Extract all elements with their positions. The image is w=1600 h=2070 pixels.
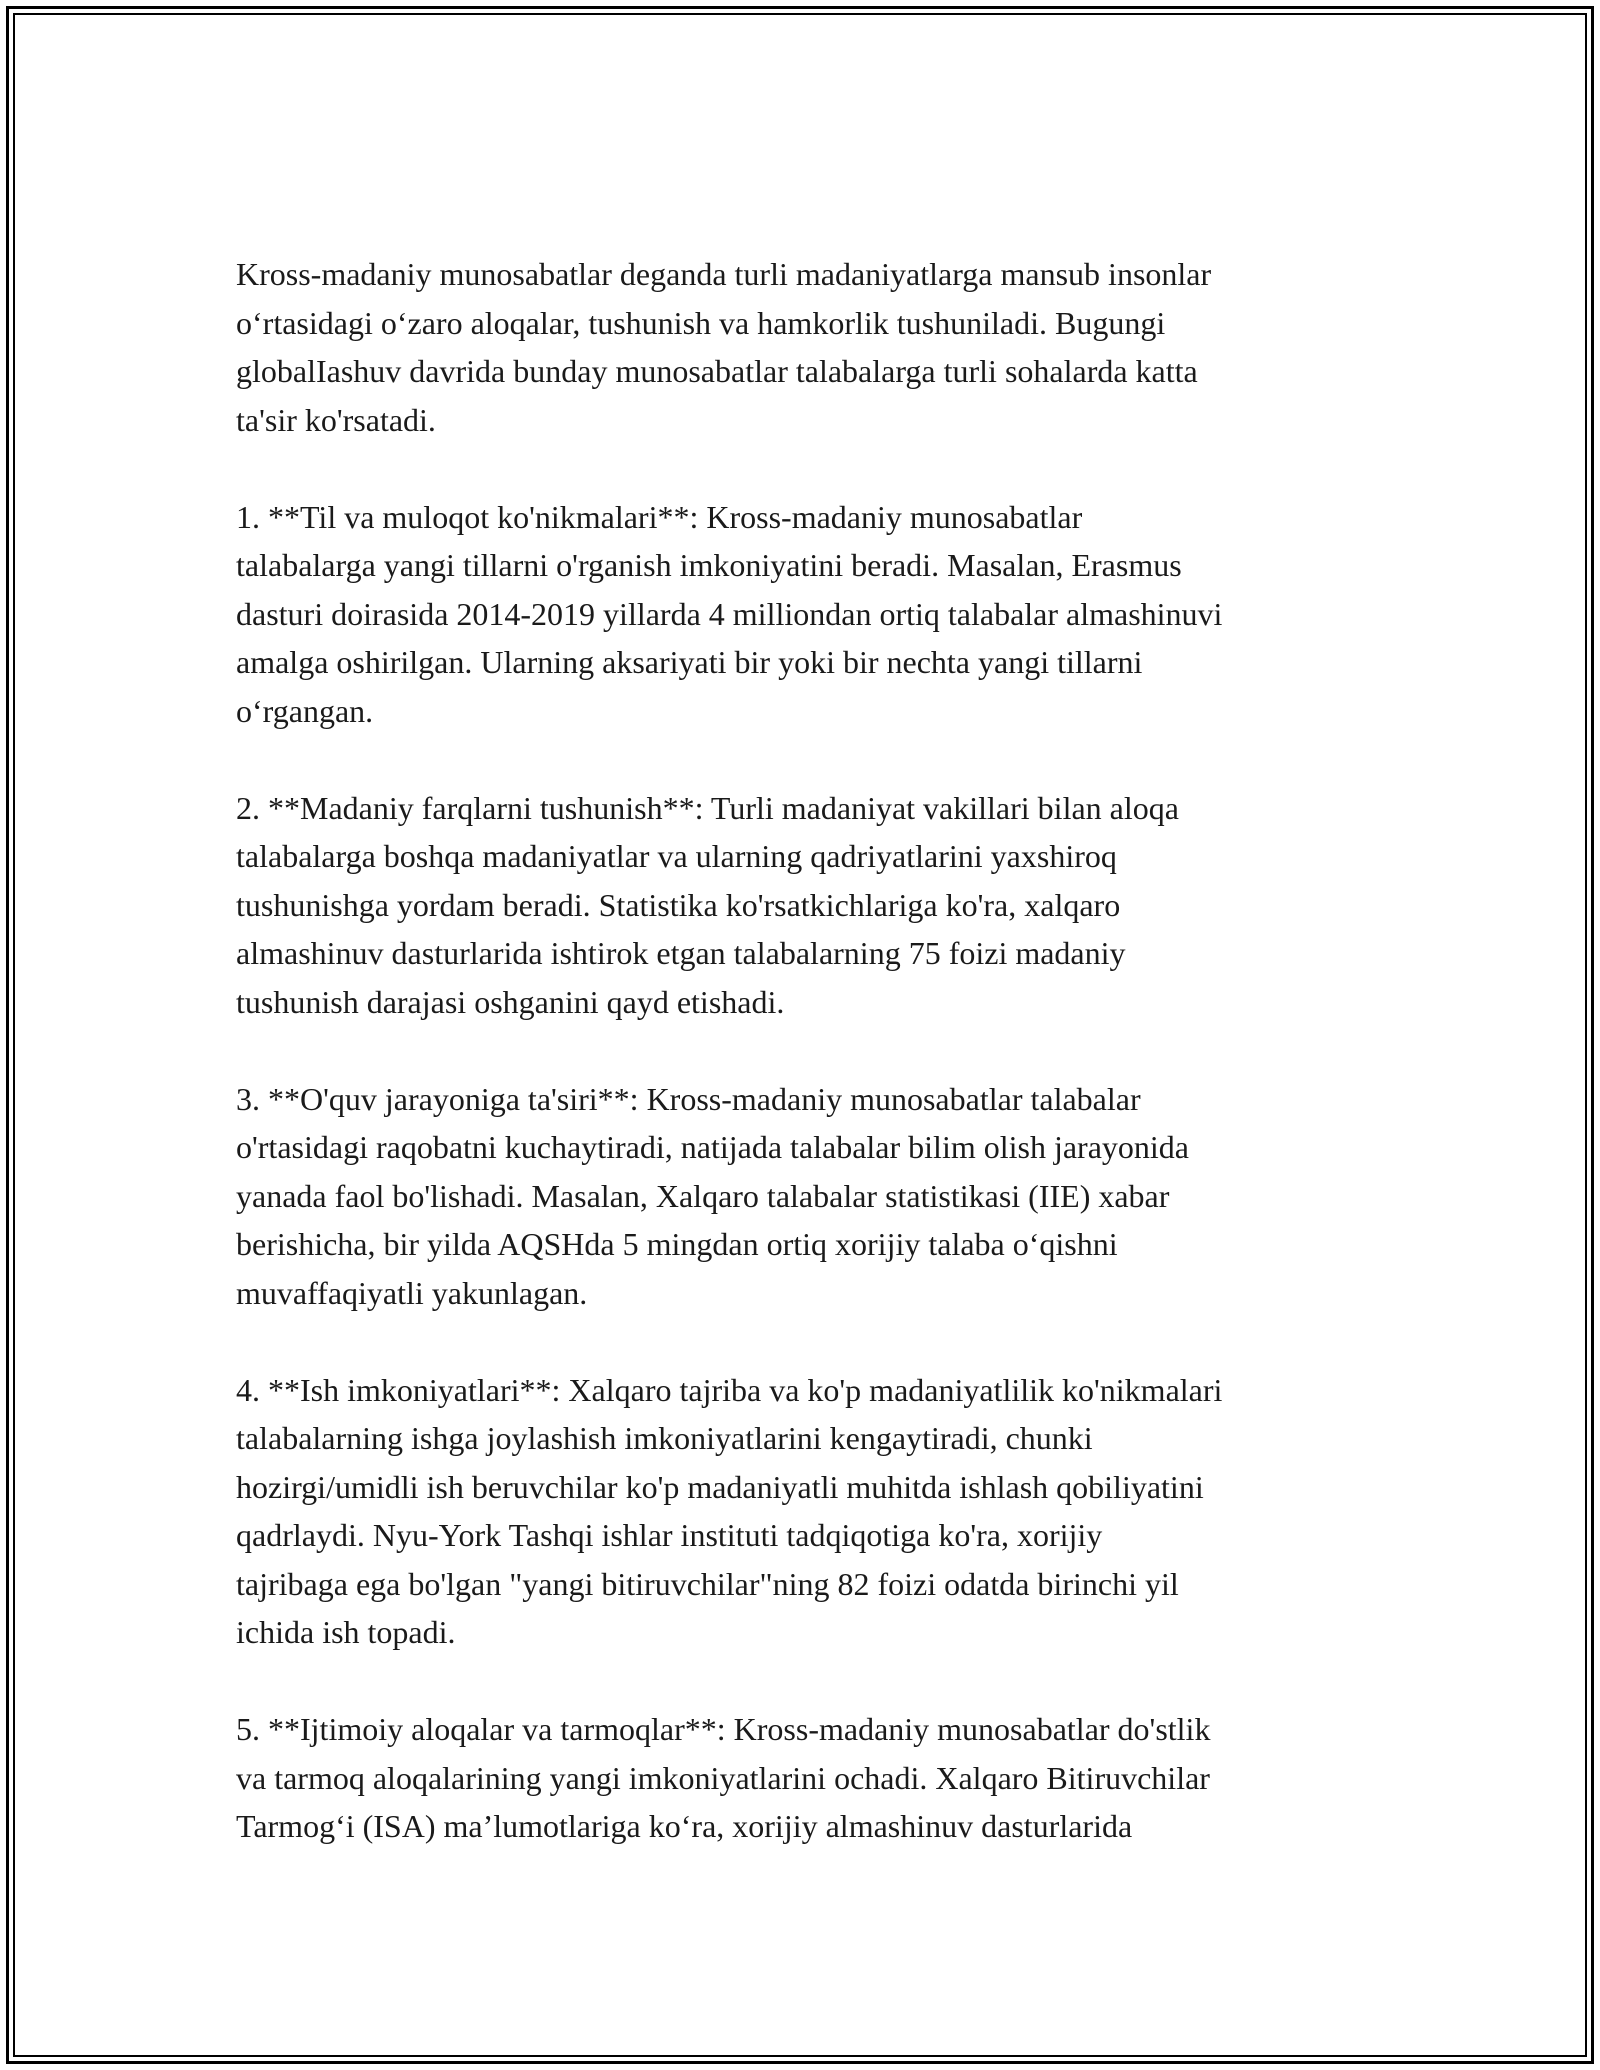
document-body xyxy=(236,250,1376,1851)
point-1-paragraph: 1. **Til va muloqot ko'nikmalari**: Kross-madaniy munosabatlar talabalarga yangi tillarni o'rganish imkoniyatini beradi. Masalan, Erasmus dasturi doirasida 2014-2019 yillarda 4 milliondan ortiq talabalar almashinuvi amalga oshirilgan. Ularning aksariyati bir yoki bir nechta yangi tillarni o‘rgangan. xyxy=(236,498,1223,729)
point-5-paragraph: 5. **Ijtimoiy aloqalar va tarmoqlar**: Kross-madaniy munosabatlar do'stlik va tarmoq aloqalarining yangi imkoniyatlarini ochadi. Xalqaro Bitiruvchilar Tarmog‘i (ISA) ma’lumotlariga ko‘ra, xorijiy almashinuv dasturlarida xyxy=(236,1711,1211,1844)
point-3-paragraph: 3. **O'quv jarayoniga ta'siri**: Kross-madaniy munosabatlar talabalar o'rtasidagi raqobatni kuchaytiradi, natijada talabalar bilim olish jarayonida yanada faol bo'lishadi. Masalan, Xalqaro talabalar statistikasi (IIE) xabar berishicha, bir yilda AQSHda 5 mingdan ortiq xorijiy talaba o‘qishni muvaffaqiyatli yakunlagan. xyxy=(236,1080,1189,1311)
point-4-paragraph: 4. **Ish imkoniyatlari**: Xalqaro tajriba va ko'p madaniyatlilik ko'nikmalari talabalarning ishga joylashish imkoniyatlarini kengaytiradi, chunki hozirgi/umidli ish beruvchilar ko'p madaniyatli muhitda ishlash qobiliyatini qadrlaydi. Nyu-York Tashqi ishlar instituti tadqiqotiga ko'ra, xorijiy tajribaga ega bo'lgan "yangi bitiruvchilar"ning 82 foizi odatda birinchi yil ichida ish topadi. xyxy=(236,1371,1223,1650)
point-2-paragraph: 2. **Madaniy farqlarni tushunish**: Turli madaniyat vakillari bilan aloqa talabalarga boshqa madaniyatlar va ularning qadriyatlarini yaxshiroq tushunishga yordam beradi. Statistika ko'rsatkichlariga ko'ra, xalqaro almashinuv dasturlarida ishtirok etgan talabalarning 75 foizi madaniy tushunish darajasi oshganini qayd etishadi. xyxy=(236,789,1179,1020)
intro-paragraph: Kross-madaniy munosabatlar deganda turli madaniyatlarga mansub insonlar o‘rtasidagi o‘zaro aloqalar, tushunish va hamkorlik tushuniladi. Bugungi globalIashuv davrida bunday munosabatlar talabalarga turli sohalarda katta ta'sir ko'rsatadi. xyxy=(236,256,1212,438)
